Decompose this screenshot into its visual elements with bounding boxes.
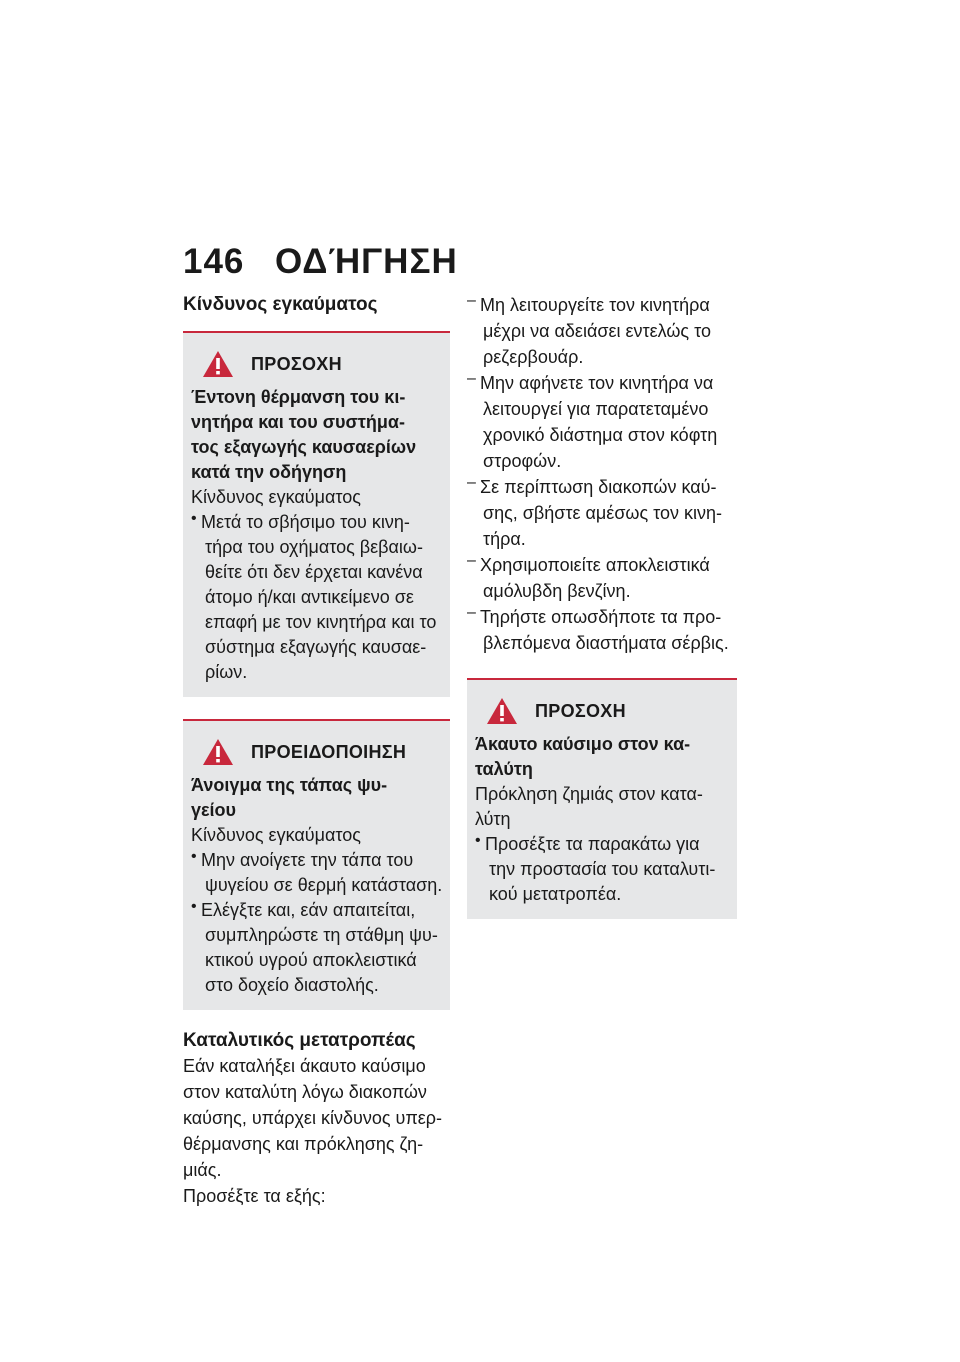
bullet-icon: •	[191, 510, 197, 527]
box-header	[475, 694, 729, 728]
warning-triangle-icon	[201, 737, 235, 767]
box-subtitle: Κίνδυνος εγκαύματος	[191, 487, 361, 507]
bullet-item	[191, 510, 442, 685]
warning-box-radiator-cap	[183, 719, 450, 1010]
box-header	[191, 347, 442, 381]
dash-line: Χρησιμοποιείτε αποκλειστικά	[480, 555, 710, 575]
dash-line: τήρα.	[483, 529, 526, 549]
dash-line: λειτουργεί για παρατεταμένο	[483, 399, 709, 419]
page-header	[183, 242, 458, 282]
box-subtitle: Πρόκληση ζημιάς στον κατα-	[475, 784, 703, 804]
bullet-line: κού μετατροπέα.	[489, 884, 622, 904]
dash-item	[467, 370, 737, 474]
dash-line: μέχρι να αδειάσει εντελώς το	[483, 321, 711, 341]
dash-line: σης, σβήστε αμέσως τον κινη-	[483, 503, 723, 523]
dash-icon: –	[467, 370, 476, 387]
bullet-item	[191, 848, 442, 898]
bullet-icon: •	[191, 898, 197, 915]
bullet-line: την προστασία του καταλυτι-	[489, 859, 716, 879]
paragraph-line: θέρμανσης και πρόκλησης ζη-	[183, 1134, 424, 1154]
bullet-line: σύστημα εξαγωγής καυσαε-	[205, 637, 427, 657]
bullet-line: ψυγείου σε θερμή κατάσταση.	[205, 875, 443, 895]
caution-label: ΠΡΟΣΟΧΗ	[251, 353, 342, 374]
box-title-line: κατά την οδήγηση	[191, 462, 347, 482]
warning-triangle-icon	[201, 349, 235, 379]
dash-icon: –	[467, 604, 476, 621]
left-column	[183, 292, 450, 1209]
bullet-line: Προσέξτε τα παρακάτω για	[485, 834, 700, 854]
dash-line: ρεζερβουάρ.	[483, 347, 584, 367]
dash-item	[467, 474, 737, 552]
box-subtitle: λύτη	[475, 809, 511, 829]
bullet-line: συμπληρώστε τη στάθμη ψυ-	[205, 925, 438, 945]
dash-item	[467, 292, 737, 370]
paragraph-line: μιάς.	[183, 1160, 222, 1180]
dash-line: Τηρήστε οπωσδήποτε τα προ-	[480, 607, 722, 627]
paragraph-followup: Προσέξτε τα εξής:	[183, 1186, 326, 1206]
caution-box-unburnt-fuel	[467, 678, 737, 919]
box-title-line: γείου	[191, 800, 237, 820]
paragraph-line: στον καταλύτη λόγω διακοπών	[183, 1082, 427, 1102]
caution-box-engine-heat	[183, 331, 450, 697]
bullet-line: στο δοχείο διαστολής.	[205, 975, 379, 995]
bullet-item	[475, 832, 729, 907]
box-title-line: τος εξαγωγής καυσαερίων	[191, 437, 417, 457]
page-number: 146	[183, 242, 245, 281]
dash-line: στροφών.	[483, 451, 562, 471]
bullet-item	[191, 898, 442, 998]
box-subtitle: Κίνδυνος εγκαύματος	[191, 825, 361, 845]
bullet-line: ρίων.	[205, 662, 248, 682]
dash-item	[467, 552, 737, 604]
bullet-line: άτομο ή/και αντικείμενο σε	[205, 587, 414, 607]
dash-line: χρονικό διάστημα στον κόφτη	[483, 425, 718, 445]
dash-item	[467, 604, 737, 656]
dash-line: αμόλυβδη βενζίνη.	[483, 581, 631, 601]
dash-icon: –	[467, 474, 476, 491]
dash-icon: –	[467, 552, 476, 569]
bullet-line: θείτε ότι δεν έρχεται κανένα	[205, 562, 423, 582]
warning-label: ΠΡΟΕΙΔΟΠΟΙΗΣΗ	[251, 741, 407, 762]
box-title-line: Άνοιγμα της τάπας ψυ-	[191, 775, 388, 795]
box-title-line: ταλύτη	[475, 759, 533, 779]
dash-line: βλεπόμενα διαστήματα σέρβις.	[483, 633, 729, 653]
box-title-line: Άκαυτο καύσιμο στον κα-	[475, 734, 691, 754]
warning-triangle-icon	[485, 696, 519, 726]
bullet-line: Ελέγξτε και, εάν απαιτείται,	[201, 900, 416, 920]
bullet-line: Μην ανοίγετε την τάπα του	[201, 850, 414, 870]
bullet-line: κτικού υγρού αποκλειστικά	[205, 950, 417, 970]
paragraph-line: Εάν καταλήξει άκαυτο καύσιμο	[183, 1056, 426, 1076]
bullet-line: Μετά το σβήσιμο του κινη-	[201, 512, 410, 532]
bullet-line: επαφή με τον κινητήρα και το	[205, 612, 437, 632]
dash-line: Μη λειτουργείτε τον κινητήρα	[480, 295, 710, 315]
heading-catalytic-converter: Καταλυτικός μετατροπέας	[183, 1030, 416, 1051]
caution-label: ΠΡΟΣΟΧΗ	[535, 700, 626, 721]
bullet-icon: •	[191, 848, 197, 865]
paragraph-line: καύσης, υπάρχει κίνδυνος υπερ-	[183, 1108, 443, 1128]
dash-line: Μην αφήνετε τον κινητήρα να	[480, 373, 714, 393]
dash-line: Σε περίπτωση διακοπών καύ-	[480, 477, 717, 497]
dash-icon: –	[467, 292, 476, 309]
heading-burn-risk: Κίνδυνος εγκαύματος	[183, 294, 378, 315]
section-title: ΟΔΉΓΗΣΗ	[275, 242, 458, 281]
bullet-line: τήρα του οχήματος βεβαιω-	[205, 537, 423, 557]
box-header	[191, 735, 442, 769]
bullet-icon: •	[475, 832, 481, 849]
box-title-line: Έντονη θέρμανση του κι-	[191, 387, 406, 407]
right-column	[467, 292, 737, 919]
box-title-line: νητήρα και του συστήμα-	[191, 412, 405, 432]
